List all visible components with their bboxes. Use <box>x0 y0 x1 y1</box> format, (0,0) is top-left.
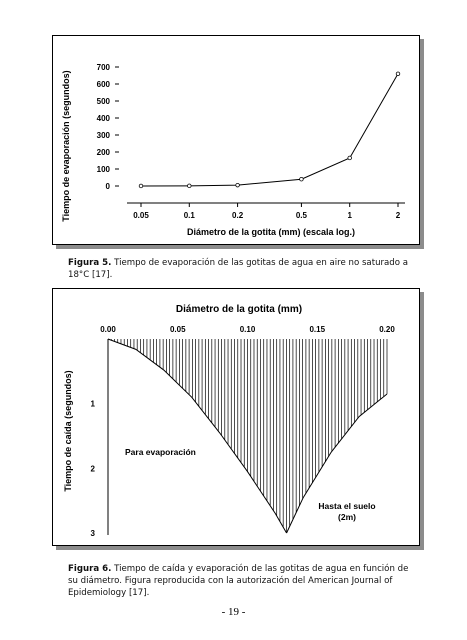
series-line <box>108 339 287 533</box>
series-line <box>141 74 398 186</box>
x-tick-label: 0.2 <box>232 211 244 220</box>
x-tick-label: 0.1 <box>183 211 195 220</box>
x-tick-label: 0.10 <box>239 325 256 334</box>
annotation-ground-line1: Hasta el suelo <box>318 501 376 511</box>
y-tick-label: 500 <box>96 97 110 106</box>
x-tick-label: 2 <box>395 211 401 220</box>
x-axis-label: Diámetro de la gotita (mm) (escala log.) <box>186 227 356 237</box>
x-tick-label: 0.05 <box>169 325 186 334</box>
figure-5-caption-text: Tiempo de evaporación de las gotitas de agua en aire no saturado a 18°C [17]. <box>68 258 409 280</box>
figure-5-caption <box>68 257 418 281</box>
y-tick-label: 600 <box>96 80 110 89</box>
y-tick-label: 0 <box>105 182 110 191</box>
x-tick-label: 0.05 <box>133 211 149 220</box>
figure-5-chart <box>53 36 419 244</box>
y-axis-label: Tiempo de evaporación (segundos) <box>61 70 71 222</box>
y-tick-label: 300 <box>96 131 110 140</box>
data-point <box>236 183 240 187</box>
figure-6-caption-text: Tiempo de caída y evaporación de las gotitas de agua en función de su diámetro. Figura reproducida con la autorización del American Journal of Epidemiology [17]. <box>68 564 409 598</box>
annotation-ground-line2: (2m) <box>338 512 356 522</box>
figure-6-chart <box>53 289 419 545</box>
data-point <box>300 177 304 181</box>
page-number: - 19 - <box>221 606 246 618</box>
x-tick-label: 0.5 <box>295 211 307 220</box>
data-point <box>348 156 352 160</box>
data-point <box>396 72 400 76</box>
series-line <box>287 394 387 533</box>
x-tick-label: 0.15 <box>309 325 326 334</box>
x-tick-label: 1 <box>347 211 352 220</box>
figure-6-caption <box>68 563 418 599</box>
y-tick-label: 2 <box>90 464 95 474</box>
figure-6-caption-label: Figura 6. <box>68 564 112 574</box>
y-tick-label: 200 <box>96 148 110 157</box>
x-tick-label: 0.20 <box>379 325 395 334</box>
y-tick-label: 100 <box>96 165 110 174</box>
figure-5-frame <box>52 35 420 245</box>
figure-5-caption-label: Figura 5. <box>68 258 112 268</box>
data-point <box>139 184 143 188</box>
y-tick-label: 700 <box>96 63 110 72</box>
figure-6-frame <box>52 288 420 546</box>
y-tick-label: 3 <box>90 529 95 538</box>
y-tick-label: 1 <box>90 399 95 409</box>
y-tick-label: 400 <box>96 114 110 123</box>
chart-title: Diámetro de la gotita (mm) <box>175 304 303 315</box>
data-point <box>187 184 191 188</box>
x-tick-label: 0.00 <box>100 325 116 334</box>
y-axis-label: Tiempo de caída (segundos) <box>63 370 73 492</box>
annotation-evaporation: Para evaporación <box>125 447 196 457</box>
